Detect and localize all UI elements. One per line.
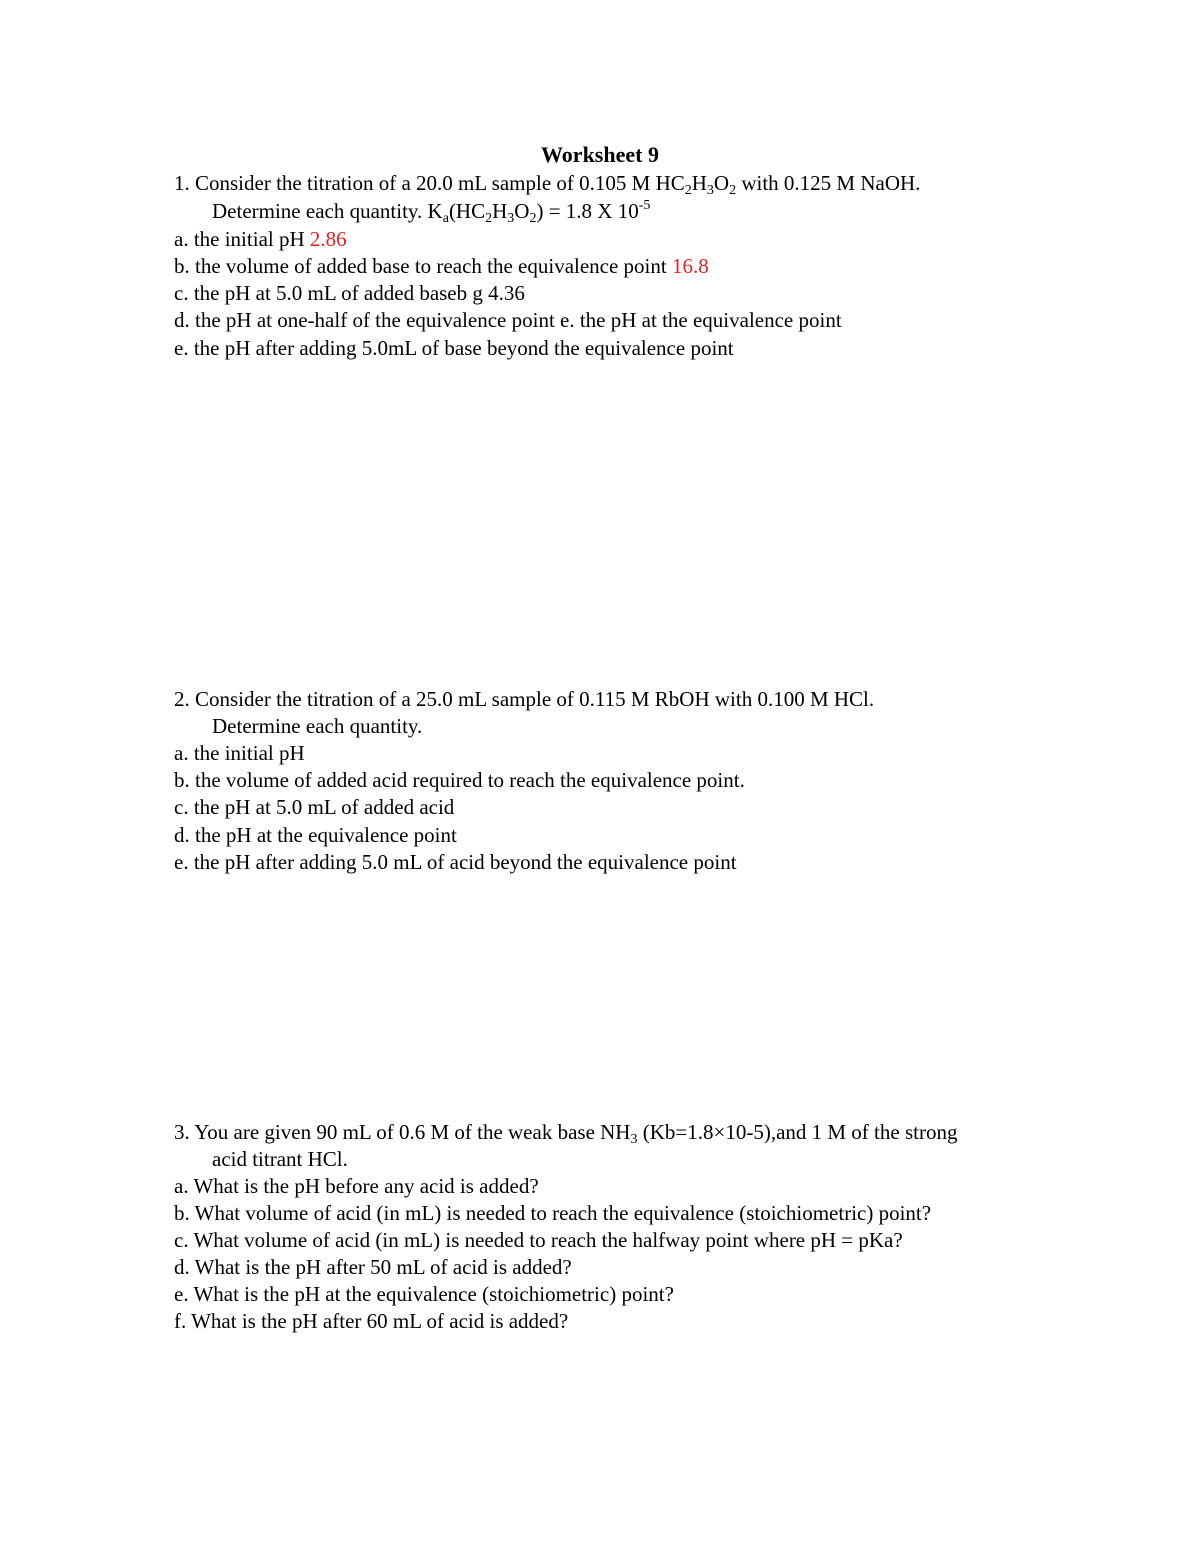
q1-answer-b: 16.8 — [671, 254, 709, 278]
q3-part-a: a. What is the pH before any acid is added? — [174, 1174, 539, 1198]
q2-prompt-line1: 2. Consider the titration of a 25.0 mL sample of 0.115 M RbOH with 0.100 M HCl. — [174, 687, 875, 711]
page-title: Worksheet 9 — [541, 142, 659, 167]
q2-part-a: a. the initial pH — [174, 741, 305, 765]
q1-prompt-line1: 1. Consider the titration of a 20.0 mL sample of 0.105 M $HC_2H_3O_2$ with 0.125 M NaOH. — [174, 171, 921, 198]
q1-answer-a: 2.86 — [309, 227, 347, 251]
q3-part-b: b. What volume of acid (in mL) is needed to reach the equivalence (stoichiometric) point? — [174, 1201, 932, 1225]
q2-part-b: b. the volume of added acid required to reach the equivalence point. — [174, 768, 745, 792]
q2-prompt-line2: Determine each quantity. — [212, 714, 423, 738]
q2-part-e: e. the pH after adding 5.0 mL of acid beyond the equivalence point — [174, 850, 737, 874]
q3-prompt-line2: acid titrant HCl. — [212, 1147, 348, 1171]
q1-part-d: d. the pH at one-half of the equivalence point e. the pH at the equivalence point — [174, 308, 842, 332]
q3-part-f: f. What is the pH after 60 mL of acid is added? — [174, 1309, 569, 1333]
q3-part-d: d. What is the pH after 50 mL of acid is added? — [174, 1255, 572, 1279]
q1-part-b: b. the volume of added base to reach the equivalence point 16.8 — [174, 254, 709, 278]
q2-part-d: d. the pH at the equivalence point — [174, 823, 457, 847]
q3-prompt-line1: 3. You are given 90 mL of 0.6 M of the weak base $NH_3$ (Kb=1.8×10-5),and 1 M of the strong — [174, 1120, 958, 1147]
q3-part-c: c. What volume of acid (in mL) is needed to reach the halfway point where pH = pKa? — [174, 1228, 903, 1252]
q3-part-e: e. What is the pH at the equivalence (stoichiometric) point? — [174, 1282, 674, 1306]
q1-part-c: c. the pH at 5.0 mL of added baseb g 4.36 — [174, 281, 525, 305]
q1-part-a: a. the initial pH 2.86 — [174, 227, 347, 251]
q1-prompt-line2: Determine each quantity. $K_a(HC_2H_3O_2) = 1.8$ X $10^{-5}$ — [212, 198, 651, 226]
q2-part-c: c. the pH at 5.0 mL of added acid — [174, 795, 455, 819]
q1-part-e: e. the pH after adding 5.0mL of base beyond the equivalence point — [174, 336, 734, 360]
